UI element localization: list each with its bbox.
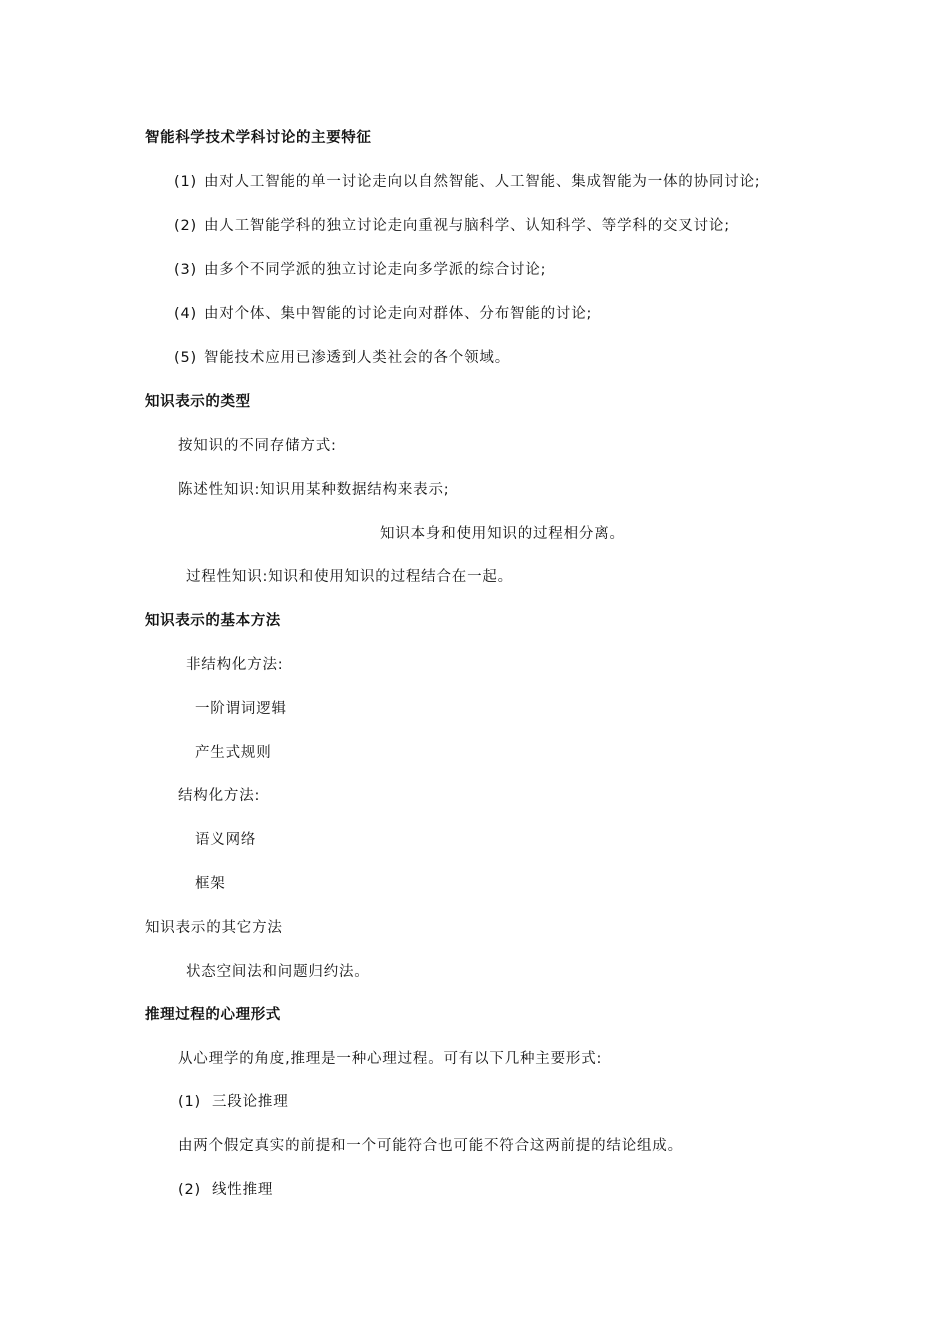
paragraph: 结构化方法: xyxy=(178,788,261,804)
item-text: 智能技术应用已渗透到人类社会的各个领域。 xyxy=(204,350,510,366)
list-item xyxy=(174,260,546,280)
item-number: (4) xyxy=(174,306,197,322)
paragraph: 非结构化方法: xyxy=(186,657,284,673)
paragraph: 从心理学的角度,推理是一种心理过程。可有以下几种主要形式: xyxy=(178,1051,603,1067)
list-item xyxy=(174,304,592,324)
list-item xyxy=(174,216,730,236)
item-text: 三段论推理 xyxy=(212,1094,289,1110)
paragraph: 陈述性知识:知识用某种数据结构来表示; xyxy=(178,482,450,498)
item-number: (3) xyxy=(174,262,197,278)
item-text: 由对个体、集中智能的讨论走向对群体、分布智能的讨论; xyxy=(204,306,593,322)
paragraph: 框架 xyxy=(195,876,226,892)
list-item xyxy=(178,1092,289,1112)
paragraph: 按知识的不同存储方式: xyxy=(178,438,337,454)
item-text: 由多个不同学派的独立讨论走向多学派的综合讨论; xyxy=(204,262,547,278)
paragraph: 过程性知识:知识和使用知识的过程结合在一起。 xyxy=(186,569,513,585)
section-heading-basic-methods: 知识表示的基本方法 xyxy=(145,613,281,629)
section-heading-other-methods: 知识表示的其它方法 xyxy=(145,920,283,936)
paragraph: 产生式规则 xyxy=(195,745,272,761)
item-text: 由对人工智能的单一讨论走向以自然智能、人工智能、集成智能为一体的协同讨论; xyxy=(204,174,761,190)
section-heading-reasoning-forms: 推理过程的心理形式 xyxy=(145,1007,281,1023)
paragraph: 知识本身和使用知识的过程相分离。 xyxy=(380,526,625,542)
paragraph: 由两个假定真实的前提和一个可能符合也可能不符合这两前提的结论组成。 xyxy=(178,1138,683,1154)
item-number: (1) xyxy=(178,1094,201,1110)
list-item xyxy=(174,172,760,192)
item-number: (2) xyxy=(174,218,197,234)
item-number: (1) xyxy=(174,174,197,190)
item-number: (5) xyxy=(174,350,197,366)
item-text: 由人工智能学科的独立讨论走向重视与脑科学、认知科学、等学科的交叉讨论; xyxy=(204,218,730,234)
item-text: 线性推理 xyxy=(212,1182,274,1198)
paragraph: 状态空间法和问题归约法。 xyxy=(186,964,370,980)
list-item xyxy=(178,1180,273,1200)
paragraph: 一阶谓词逻辑 xyxy=(195,701,287,717)
paragraph: 语义网络 xyxy=(195,832,257,848)
section-heading-knowledge-types: 知识表示的类型 xyxy=(145,394,251,410)
item-number: (2) xyxy=(178,1182,201,1198)
section-heading-features: 智能科学技术学科讨论的主要特征 xyxy=(145,130,372,146)
list-item xyxy=(174,348,510,368)
